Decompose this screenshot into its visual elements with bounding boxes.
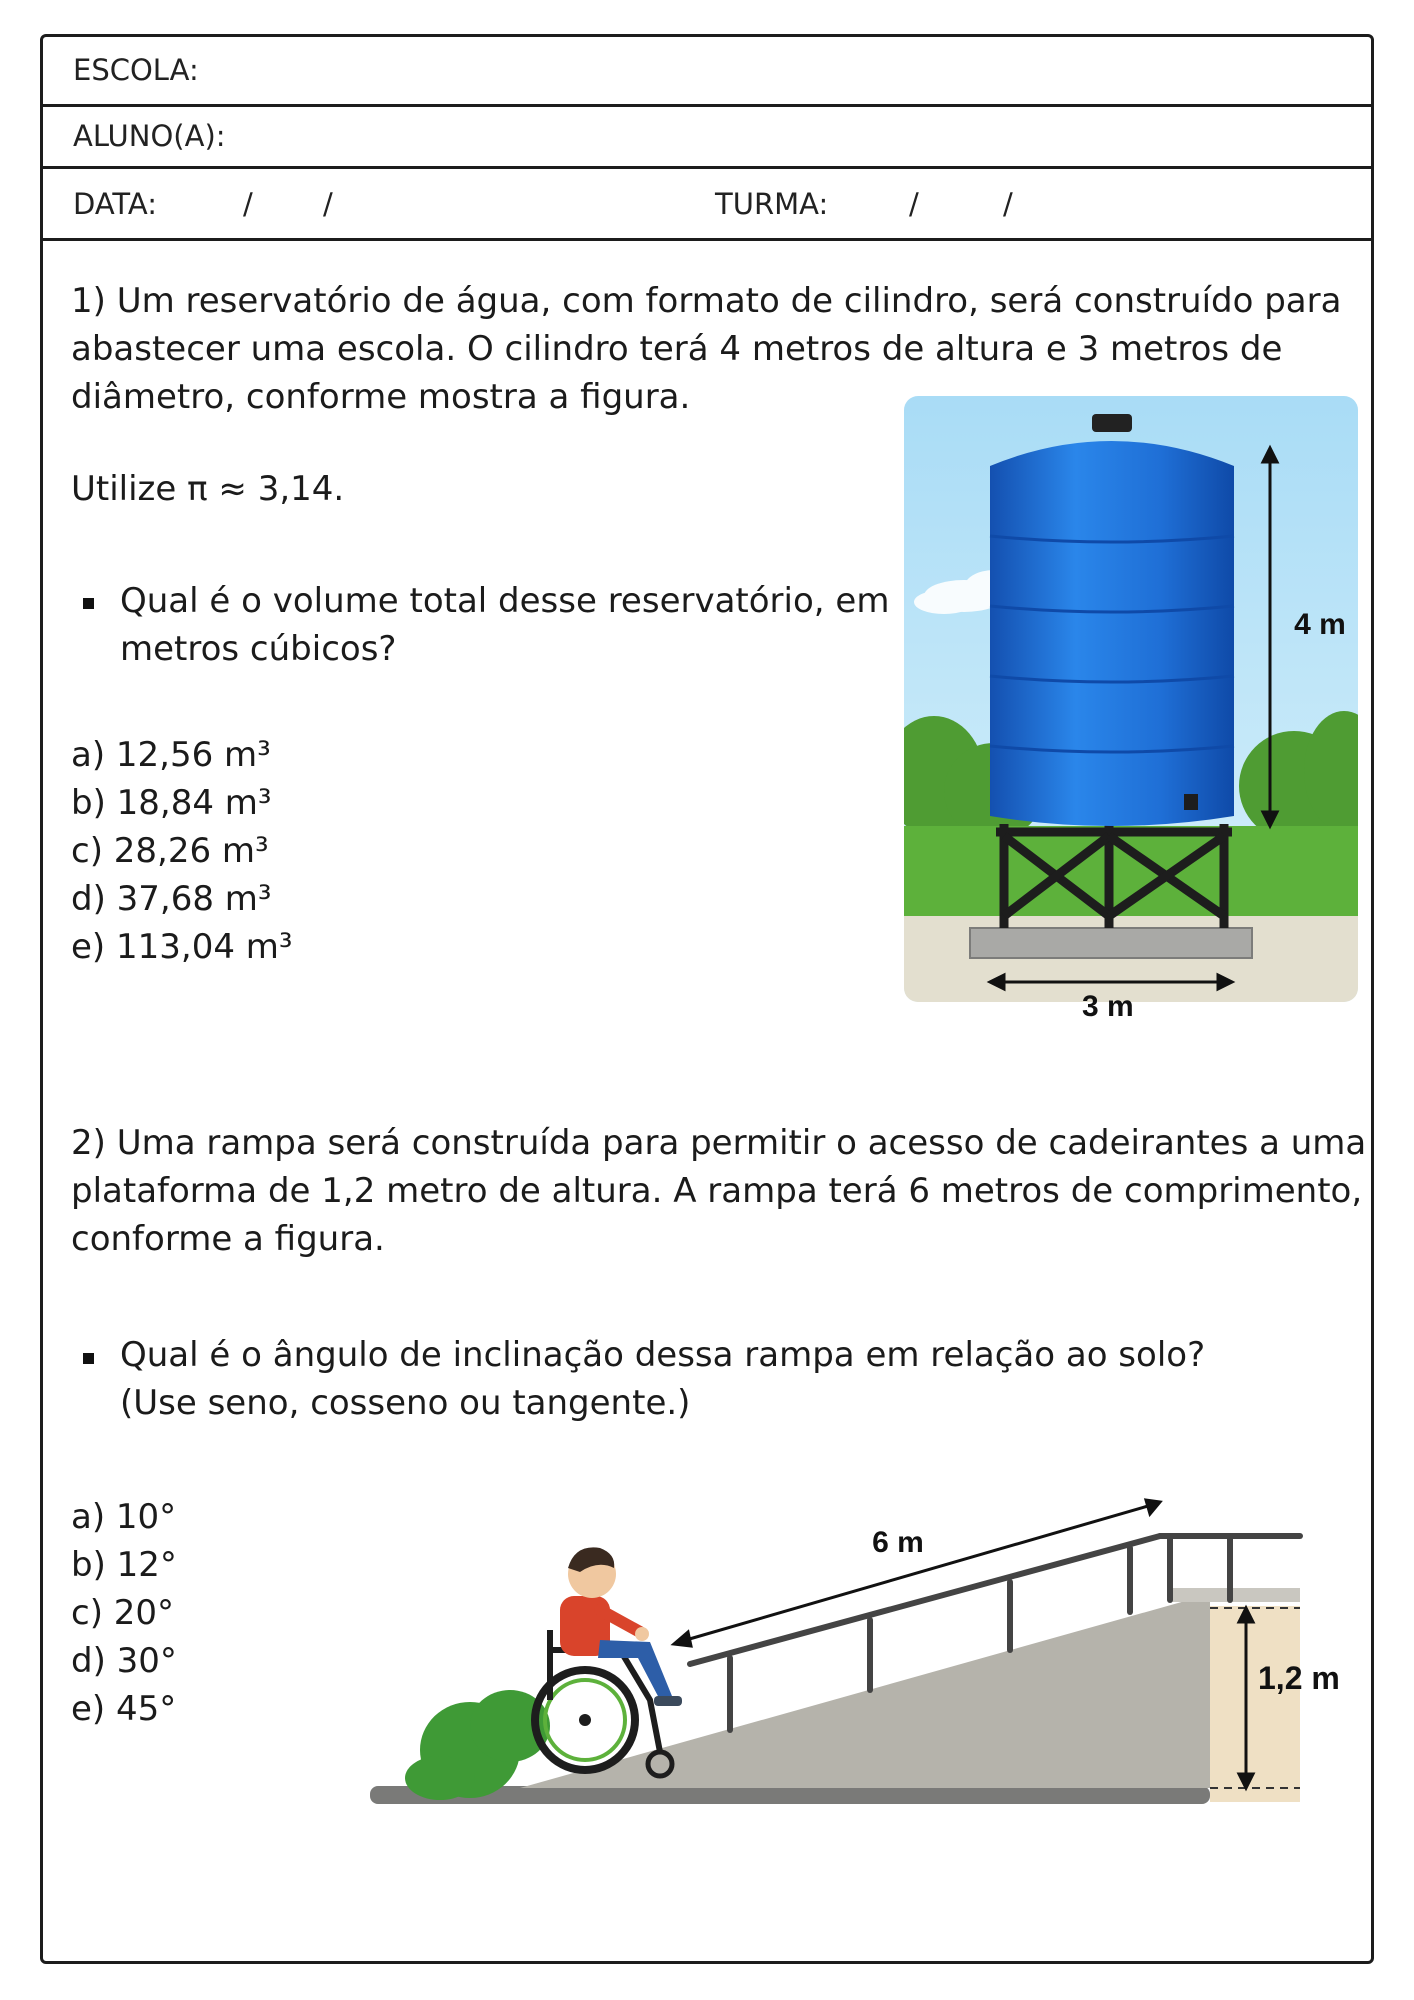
water-tank-figure xyxy=(904,396,1358,1002)
wheelchair-user xyxy=(535,1547,682,1776)
student-label: ALUNO(A): xyxy=(73,119,226,153)
q2-statement-line2: plataforma de 1,2 metro de altura. A rampa terá 6 metros de comprimento, xyxy=(71,1171,1363,1211)
platform-top xyxy=(1170,1588,1300,1602)
q2-question-line1: Qual é o ângulo de inclinação dessa rampa em relação ao solo? xyxy=(120,1335,1206,1375)
school-row xyxy=(43,37,1371,107)
ramp-figure xyxy=(370,1490,1310,1820)
q1-bullet xyxy=(83,598,94,609)
class-separator: / xyxy=(909,187,919,221)
q2-option-b: b) 12° xyxy=(71,1545,177,1585)
tank-base xyxy=(970,928,1252,958)
ramp-length-label: 6 m xyxy=(872,1526,924,1559)
length-arrow xyxy=(674,1500,1160,1646)
q1-statement-line1: 1) Um reservatório de água, com formato de cilindro, será construído para xyxy=(71,281,1342,321)
q1-option-b: b) 18,84 m³ xyxy=(71,783,272,823)
q2-statement-line3: conforme a figura. xyxy=(71,1219,385,1259)
date-separator: / xyxy=(323,187,333,221)
q1-statement-line2: abastecer uma escola. O cilindro terá 4 metros de altura e 3 metros de xyxy=(71,329,1283,369)
q1-statement-line3: diâmetro, conforme mostra a figura. xyxy=(71,377,691,417)
tank-body xyxy=(990,414,1234,826)
tank-diameter-label: 3 m xyxy=(1082,990,1134,1023)
q2-statement-line1: 2) Uma rampa será construída para permitir o acesso de cadeirantes a uma xyxy=(71,1123,1367,1163)
bush xyxy=(405,1690,550,1800)
q1-option-c: c) 28,26 m³ xyxy=(71,831,269,871)
q2-option-e: e) 45° xyxy=(71,1689,177,1729)
q1-pi-note: Utilize π ≈ 3,14. xyxy=(71,469,345,509)
date-separator: / xyxy=(243,187,253,221)
q1-option-e: e) 113,04 m³ xyxy=(71,927,293,967)
q1-option-d: d) 37,68 m³ xyxy=(71,879,272,919)
class-label: TURMA: xyxy=(715,187,829,221)
ramp-height-label: 1,2 m xyxy=(1258,1660,1340,1696)
class-separator: / xyxy=(1003,187,1013,221)
school-label: ESCOLA: xyxy=(73,53,199,87)
q2-option-d: d) 30° xyxy=(71,1641,177,1681)
q1-question-line2: metros cúbicos? xyxy=(120,629,397,669)
tank-height-label: 4 m xyxy=(1294,608,1346,641)
q1-question-line1: Qual é o volume total desse reservatório, em xyxy=(120,581,890,621)
date-label: DATA: xyxy=(73,187,157,221)
q2-question-line2: (Use seno, cosseno ou tangente.) xyxy=(120,1383,691,1423)
q2-option-c: c) 20° xyxy=(71,1593,175,1633)
q2-bullet xyxy=(83,1353,94,1364)
student-row xyxy=(43,107,1371,169)
date-class-row xyxy=(43,169,1371,241)
q2-option-a: a) 10° xyxy=(71,1497,177,1537)
q1-option-a: a) 12,56 m³ xyxy=(71,735,271,775)
